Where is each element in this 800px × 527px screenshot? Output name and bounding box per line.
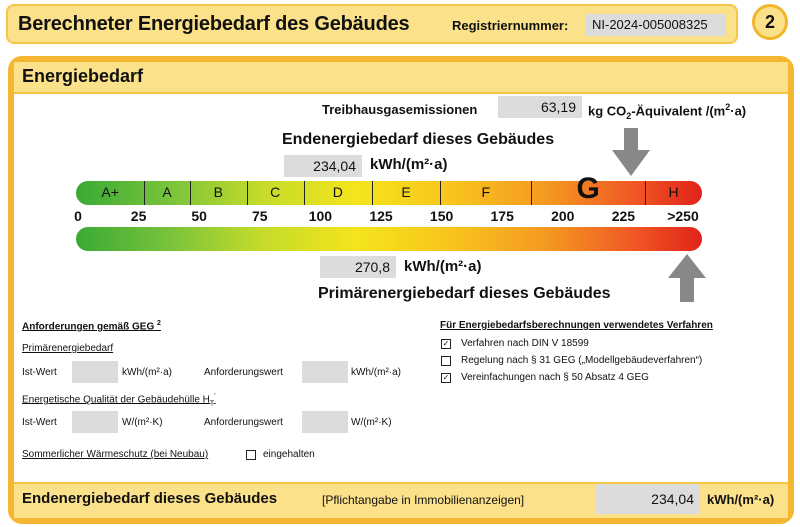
registration-number: NI-2024-005008325 <box>586 14 726 36</box>
summer-protection-checkbox[interactable] <box>246 450 256 460</box>
ist-value-envelope <box>72 411 118 433</box>
envelope-quality-label: Energetische Qualität der Gebäudehülle $H_T'$ <box>22 393 216 408</box>
primary-energy-arrow-icon <box>668 254 706 304</box>
energy-class-f: F <box>481 184 490 200</box>
energy-class-aplus: A+ <box>101 184 119 200</box>
primary-energy-scale-bar <box>76 227 702 251</box>
energy-class-d: D <box>332 184 343 200</box>
end-energy-arrow-icon <box>612 128 650 178</box>
page-number-badge: 2 <box>752 4 788 40</box>
summer-protection-label: Sommerlicher Wärmeschutz (bei Neubau) <box>22 449 209 460</box>
ist-unit-envelope: W/(m²·K) <box>122 417 163 428</box>
footer-value: 234,04 <box>596 484 700 514</box>
method-checkbox[interactable]: ✓ <box>442 339 450 348</box>
methods-title: Für Energiebedarfsberechnungen verwendetes Verfahren <box>440 320 713 331</box>
scale-separator <box>304 181 305 205</box>
ist-unit-primary: kWh/(m²·a) <box>122 367 172 378</box>
method-label: Vereinfachungen nach § 50 Absatz 4 GEG <box>461 372 649 383</box>
scale-tick-label: 150 <box>429 208 454 224</box>
ist-label-primary: Ist-Wert <box>22 367 57 378</box>
energy-class-a: A <box>162 184 172 200</box>
end-energy-unit: kWh/(m²·a) <box>370 156 448 173</box>
anforderung-label-envelope: Anforderungswert <box>204 417 283 428</box>
panel-title: Energiebedarf <box>22 66 144 86</box>
scale-tick-label: >250 <box>667 208 699 224</box>
scale-separator <box>144 181 145 205</box>
scale-tick-label: 125 <box>369 208 393 224</box>
scale-tick-label: 75 <box>252 208 268 224</box>
primary-energy-unit: kWh/(m²·a) <box>404 258 482 275</box>
footer-unit: kWh/(m²·a) <box>707 492 775 507</box>
energy-class-h: H <box>668 184 679 200</box>
energy-class-b: B <box>213 184 223 200</box>
scale-tick-label: 50 <box>191 208 207 224</box>
energy-class-e: E <box>401 184 411 200</box>
scale-tick-label: 200 <box>551 208 575 224</box>
scale-tick-label: 25 <box>130 208 147 224</box>
anforderung-unit-primary: kWh/(m²·a) <box>351 367 401 378</box>
energy-class-g: G <box>576 172 600 205</box>
anforderung-unit-envelope: W/(m²·K) <box>351 417 392 428</box>
scale-separator <box>531 181 532 205</box>
emissions-value: 63,19 <box>498 96 582 118</box>
requirements-title: Anforderungen gemäß GEG $^2$ <box>22 320 161 333</box>
scale-tick-label: 100 <box>308 208 333 224</box>
scale-tick-label: 225 <box>611 208 636 224</box>
end-energy-title: Endenergiebedarf dieses Gebäudes <box>282 131 555 148</box>
summer-protection-value: eingehalten <box>263 449 315 460</box>
page-title: Berechneter Energiebedarf des Gebäudes <box>18 13 410 35</box>
end-energy-value: 234,04 <box>284 155 362 177</box>
scale-separator <box>190 181 191 205</box>
primary-energy-requirement-label: Primärenergiebedarf <box>22 343 114 354</box>
method-checkbox[interactable] <box>441 356 451 366</box>
method-checkbox[interactable]: ✓ <box>442 373 450 382</box>
method-label: Verfahren nach DIN V 18599 <box>461 338 589 349</box>
registration-label: Registriernummer: <box>452 18 569 33</box>
method-label: Regelung nach § 31 GEG („Modellgebäudeverfahren“) <box>461 355 703 366</box>
anforderung-value-primary <box>302 361 348 383</box>
scale-tick-label: 175 <box>490 208 514 224</box>
anforderung-value-envelope <box>302 411 348 433</box>
energy-class-c: C <box>270 184 281 200</box>
footer-title: Endenergiebedarf dieses Gebäudes <box>22 490 278 507</box>
ist-label-envelope: Ist-Wert <box>22 417 57 428</box>
emissions-unit: kg $CO_2$-Äquivalent $/(m^2\cdot a)$ <box>588 102 747 121</box>
scale-separator <box>372 181 373 205</box>
anforderung-label-primary: Anforderungswert <box>204 367 283 378</box>
scale-tick-label: 0 <box>74 208 82 224</box>
emissions-label: Treibhausgasemissionen <box>322 102 478 117</box>
primary-energy-title: Primärenergiebedarf dieses Gebäudes <box>318 285 611 302</box>
scale-separator <box>645 181 646 205</box>
scale-separator <box>440 181 441 205</box>
primary-energy-value: 270,8 <box>320 256 396 278</box>
footer-subtitle: [Pflichtangabe in Immobilienanzeigen] <box>322 493 525 507</box>
scale-separator <box>247 181 248 205</box>
ist-value-primary <box>72 361 118 383</box>
